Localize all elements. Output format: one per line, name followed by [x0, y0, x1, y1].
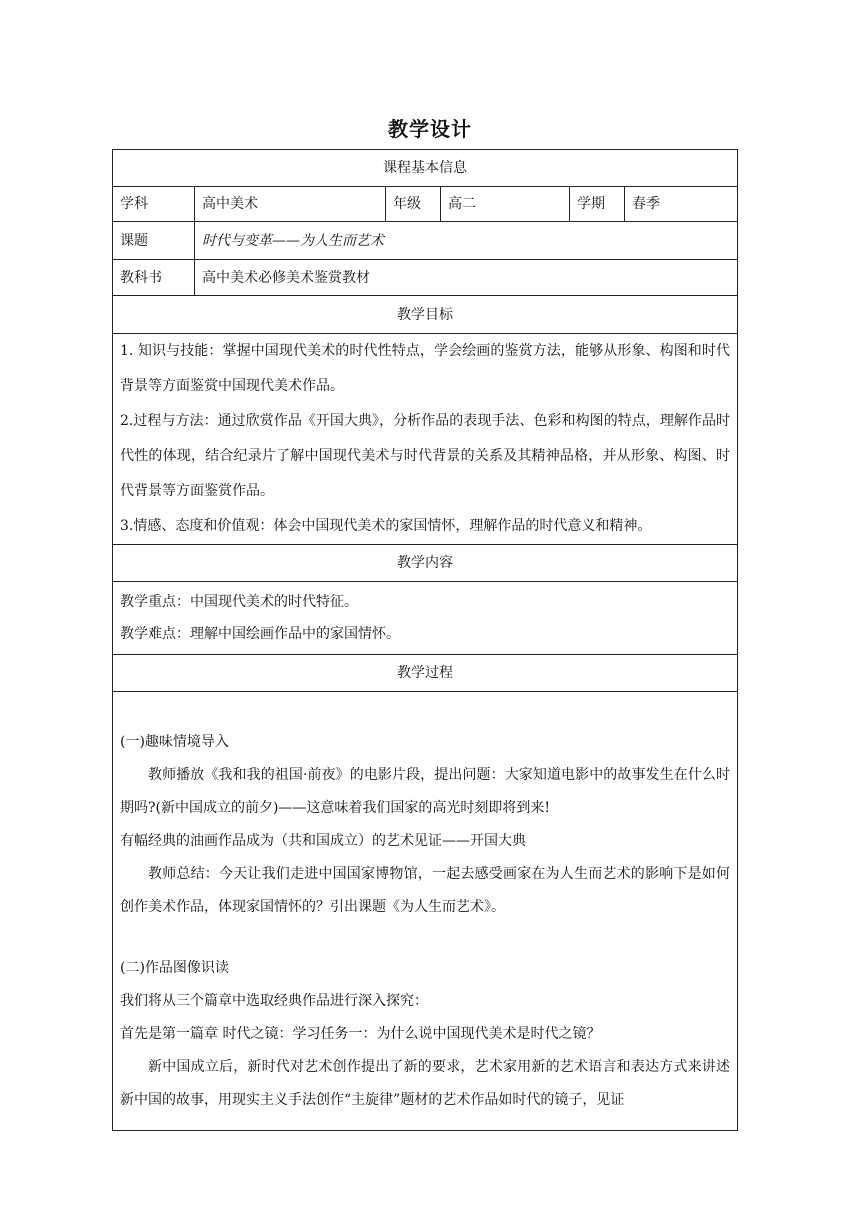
- term-label: 学期: [570, 187, 625, 222]
- part1-paragraph: 教师总结：今天让我们走进中国国家博物馆，一起去感受画家在为人生而艺术的影响下是如何创作美术作品，体现家国情怀的？引出课题《为人生而艺术》。: [120, 866, 730, 915]
- objectives-row: [113, 334, 738, 545]
- lesson-design-table: [112, 149, 738, 1131]
- process-row: [113, 692, 738, 1131]
- textbook-value: 高中美术必修美术鉴赏教材: [195, 260, 738, 296]
- subject-row: [113, 187, 738, 222]
- objectives-cell: [113, 334, 738, 545]
- term-value: 春季: [625, 187, 738, 222]
- document-title: 教学设计: [388, 117, 472, 141]
- content-header-row: [113, 545, 738, 582]
- part1-paragraph: 教师播放《我和我的祖国·前夜》的电影片段，提出问题：大家知道电影中的故事发生在什么时期吗?(新中国成立的前夕)——这意味着我们国家的高光时刻即将到来!: [120, 767, 730, 816]
- part2-paragraph: 新中国成立后，新时代对艺术创作提出了新的要求，艺术家用新的艺术语言和表达方式来讲述新中国的故事，用现实主义手法创作“主旋律”题材的艺术作品如时代的镜子，见证: [120, 1059, 730, 1108]
- objective-item: 1. 知识与技能：掌握中国现代美术的时代性特点，学会绘画的鉴赏方法，能够从形象、构图和时代背景等方面鉴赏中国现代美术作品。: [120, 343, 730, 394]
- basic-info-header-row: [113, 150, 738, 187]
- part1-title: (一)趣味情境导入: [120, 734, 229, 750]
- topic-row: [113, 222, 738, 260]
- subject-label: 学科: [113, 187, 195, 222]
- topic-label: 课题: [113, 222, 195, 260]
- key-point: 教学重点：中国现代美术的时代特征。: [120, 594, 358, 610]
- topic-value: 时代与变革——为人生而艺术: [195, 222, 738, 260]
- textbook-row: [113, 260, 738, 296]
- difficult-point: 教学难点：理解中国绘画作品中的家国情怀。: [120, 626, 400, 642]
- objectives-header-row: [113, 296, 738, 334]
- grade-label: 年级: [386, 187, 441, 222]
- objective-item: 3.情感、态度和价值观：体会中国现代美术的家国情怀，理解作品的时代意义和精神。: [120, 518, 652, 534]
- part2-title: (二)作品图像识读: [120, 960, 229, 976]
- content-cell: [113, 582, 738, 655]
- part2-paragraph: 我们将从三个篇章中选取经典作品进行深入探究：: [120, 993, 428, 1009]
- textbook-label: 教科书: [113, 260, 195, 296]
- basic-info-header: 课程基本信息: [113, 150, 738, 187]
- process-cell: [113, 692, 738, 1131]
- part1-paragraph: 有幅经典的油画作品成为（共和国成立）的艺术见证——开国大典: [120, 833, 526, 849]
- objectives-header: 教学目标: [113, 296, 738, 334]
- grade-value: 高二: [441, 187, 570, 222]
- subject-value: 高中美术: [195, 187, 386, 222]
- content-header: 教学内容: [113, 545, 738, 582]
- content-row: [113, 582, 738, 655]
- part2-paragraph: 首先是第一篇章 时代之镜：学习任务一：为什么说中国现代美术是时代之镜？: [120, 1026, 601, 1042]
- objective-item: 2.过程与方法：通过欣赏作品《开国大典》，分析作品的表现手法、色彩和构图的特点，理解作品时代性的体现，结合纪录片了解中国现代美术与时代背景的关系及其精神品格，并从形象、构图、时代背景等方面鉴赏作品。: [120, 413, 730, 499]
- process-header: 教学过程: [113, 655, 738, 692]
- process-header-row: [113, 655, 738, 692]
